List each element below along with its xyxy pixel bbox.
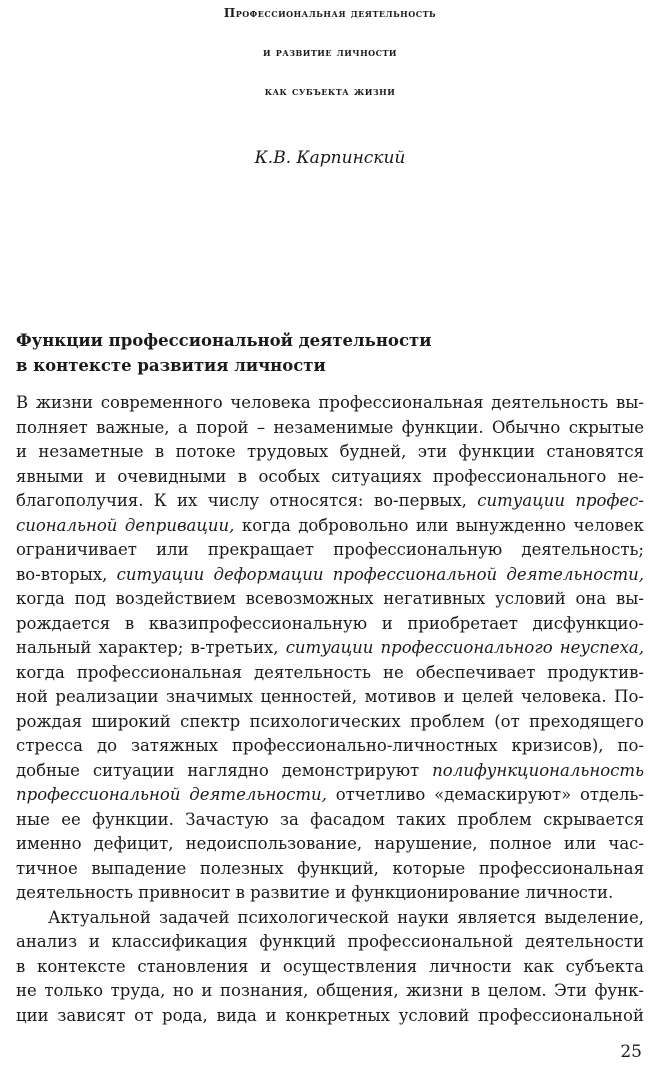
body-line: когда под воздействием всевозможных негативных условий она вы- xyxy=(16,589,644,608)
body-line xyxy=(16,514,644,539)
body-line xyxy=(16,759,644,784)
section-heading-line-1: Функции профессиональной деятельности xyxy=(16,331,432,350)
italic-term: ситуации профес- xyxy=(477,491,644,510)
body-line xyxy=(16,563,644,588)
body-line xyxy=(16,636,644,661)
body-line: рождая широкий спектр психологических проблем (от преходящего xyxy=(16,711,644,731)
page-number: 25 xyxy=(620,1042,642,1062)
section-heading-line-2: в контексте развития личности xyxy=(16,356,326,375)
body-line: именно дефицит, недоиспользование, нарушение, полное или час- xyxy=(16,834,644,853)
title-line-1: Профессиональная деятельность xyxy=(223,6,437,20)
title-line-3: как субъекта жизни xyxy=(264,84,396,98)
body-text-run: добные ситуации наглядно демонстрируют xyxy=(16,760,433,780)
body-text-run: отчетливо «демаскируют» отдель- xyxy=(326,785,644,804)
body-line: явными и очевидными в особых ситуациях профессионального не- xyxy=(16,466,644,486)
body-line: анализ и классификация функций профессиональной деятельности xyxy=(16,932,644,951)
title-line-2: и развитие личности xyxy=(263,45,397,59)
italic-term: полифункциональность xyxy=(432,760,644,780)
body-line: деятельность привносит в развитие и функционирование личности. xyxy=(16,883,614,902)
body-line: и незаметные в потоке трудовых будней, эти функции становятся xyxy=(16,442,644,461)
body-line xyxy=(16,489,644,514)
body-line: не только труда, но и познания, общения, жизни в целом. Эти функ- xyxy=(16,981,644,1000)
body-line: ной реализации значимых ценностей, мотивов и целей человека. По- xyxy=(16,687,644,706)
body-line: полняет важные, а порой – незаменимые функции. Обычно скрытые xyxy=(16,417,644,437)
author: К.В. Карпинский xyxy=(254,148,406,168)
body-line: когда профессиональная деятельность не обеспечивает продуктив- xyxy=(16,662,644,682)
body-text-run: нальный характер; в-третьих, xyxy=(16,638,286,657)
body-text xyxy=(16,391,644,1028)
body-text-run: когда добровольно или вынужденно человек xyxy=(234,515,644,535)
body-line: Актуальной задачей психологической науки является выделение, xyxy=(48,907,644,927)
body-line: тичное выпадение полезных функций, которые профессиональная xyxy=(16,858,644,878)
body-text-run: во-вторых, xyxy=(16,564,117,584)
body-line: ограничивает или прекращает профессиональную деятельность; xyxy=(16,540,644,559)
body-line: ции зависят от рода, вида и конкретных условий профессиональной xyxy=(16,1005,644,1025)
italic-term: профессиональной деятельности, xyxy=(16,785,327,804)
body-line: в контексте становления и осуществления личности как субъекта xyxy=(16,956,644,976)
body-text-run: благополучия. К их числу относятся: во-первых, xyxy=(16,491,478,510)
body-line xyxy=(16,783,644,808)
body-line: рождается в квазипрофессиональную и приобретает дисфункцио- xyxy=(16,613,644,633)
body-line: стресса до затяжных профессионально-личностных кризисов), по- xyxy=(16,736,644,755)
italic-term: ситуации профессионального неуспеха, xyxy=(285,638,644,657)
italic-term: ситуации деформации профессиональной деятельности, xyxy=(116,564,644,584)
body-line: В жизни современного человека профессиональная деятельность вы- xyxy=(16,393,644,412)
body-line: ные ее функции. Зачастую за фасадом таких проблем скрывается xyxy=(16,809,644,829)
italic-term: сиональной депривации, xyxy=(16,515,235,535)
